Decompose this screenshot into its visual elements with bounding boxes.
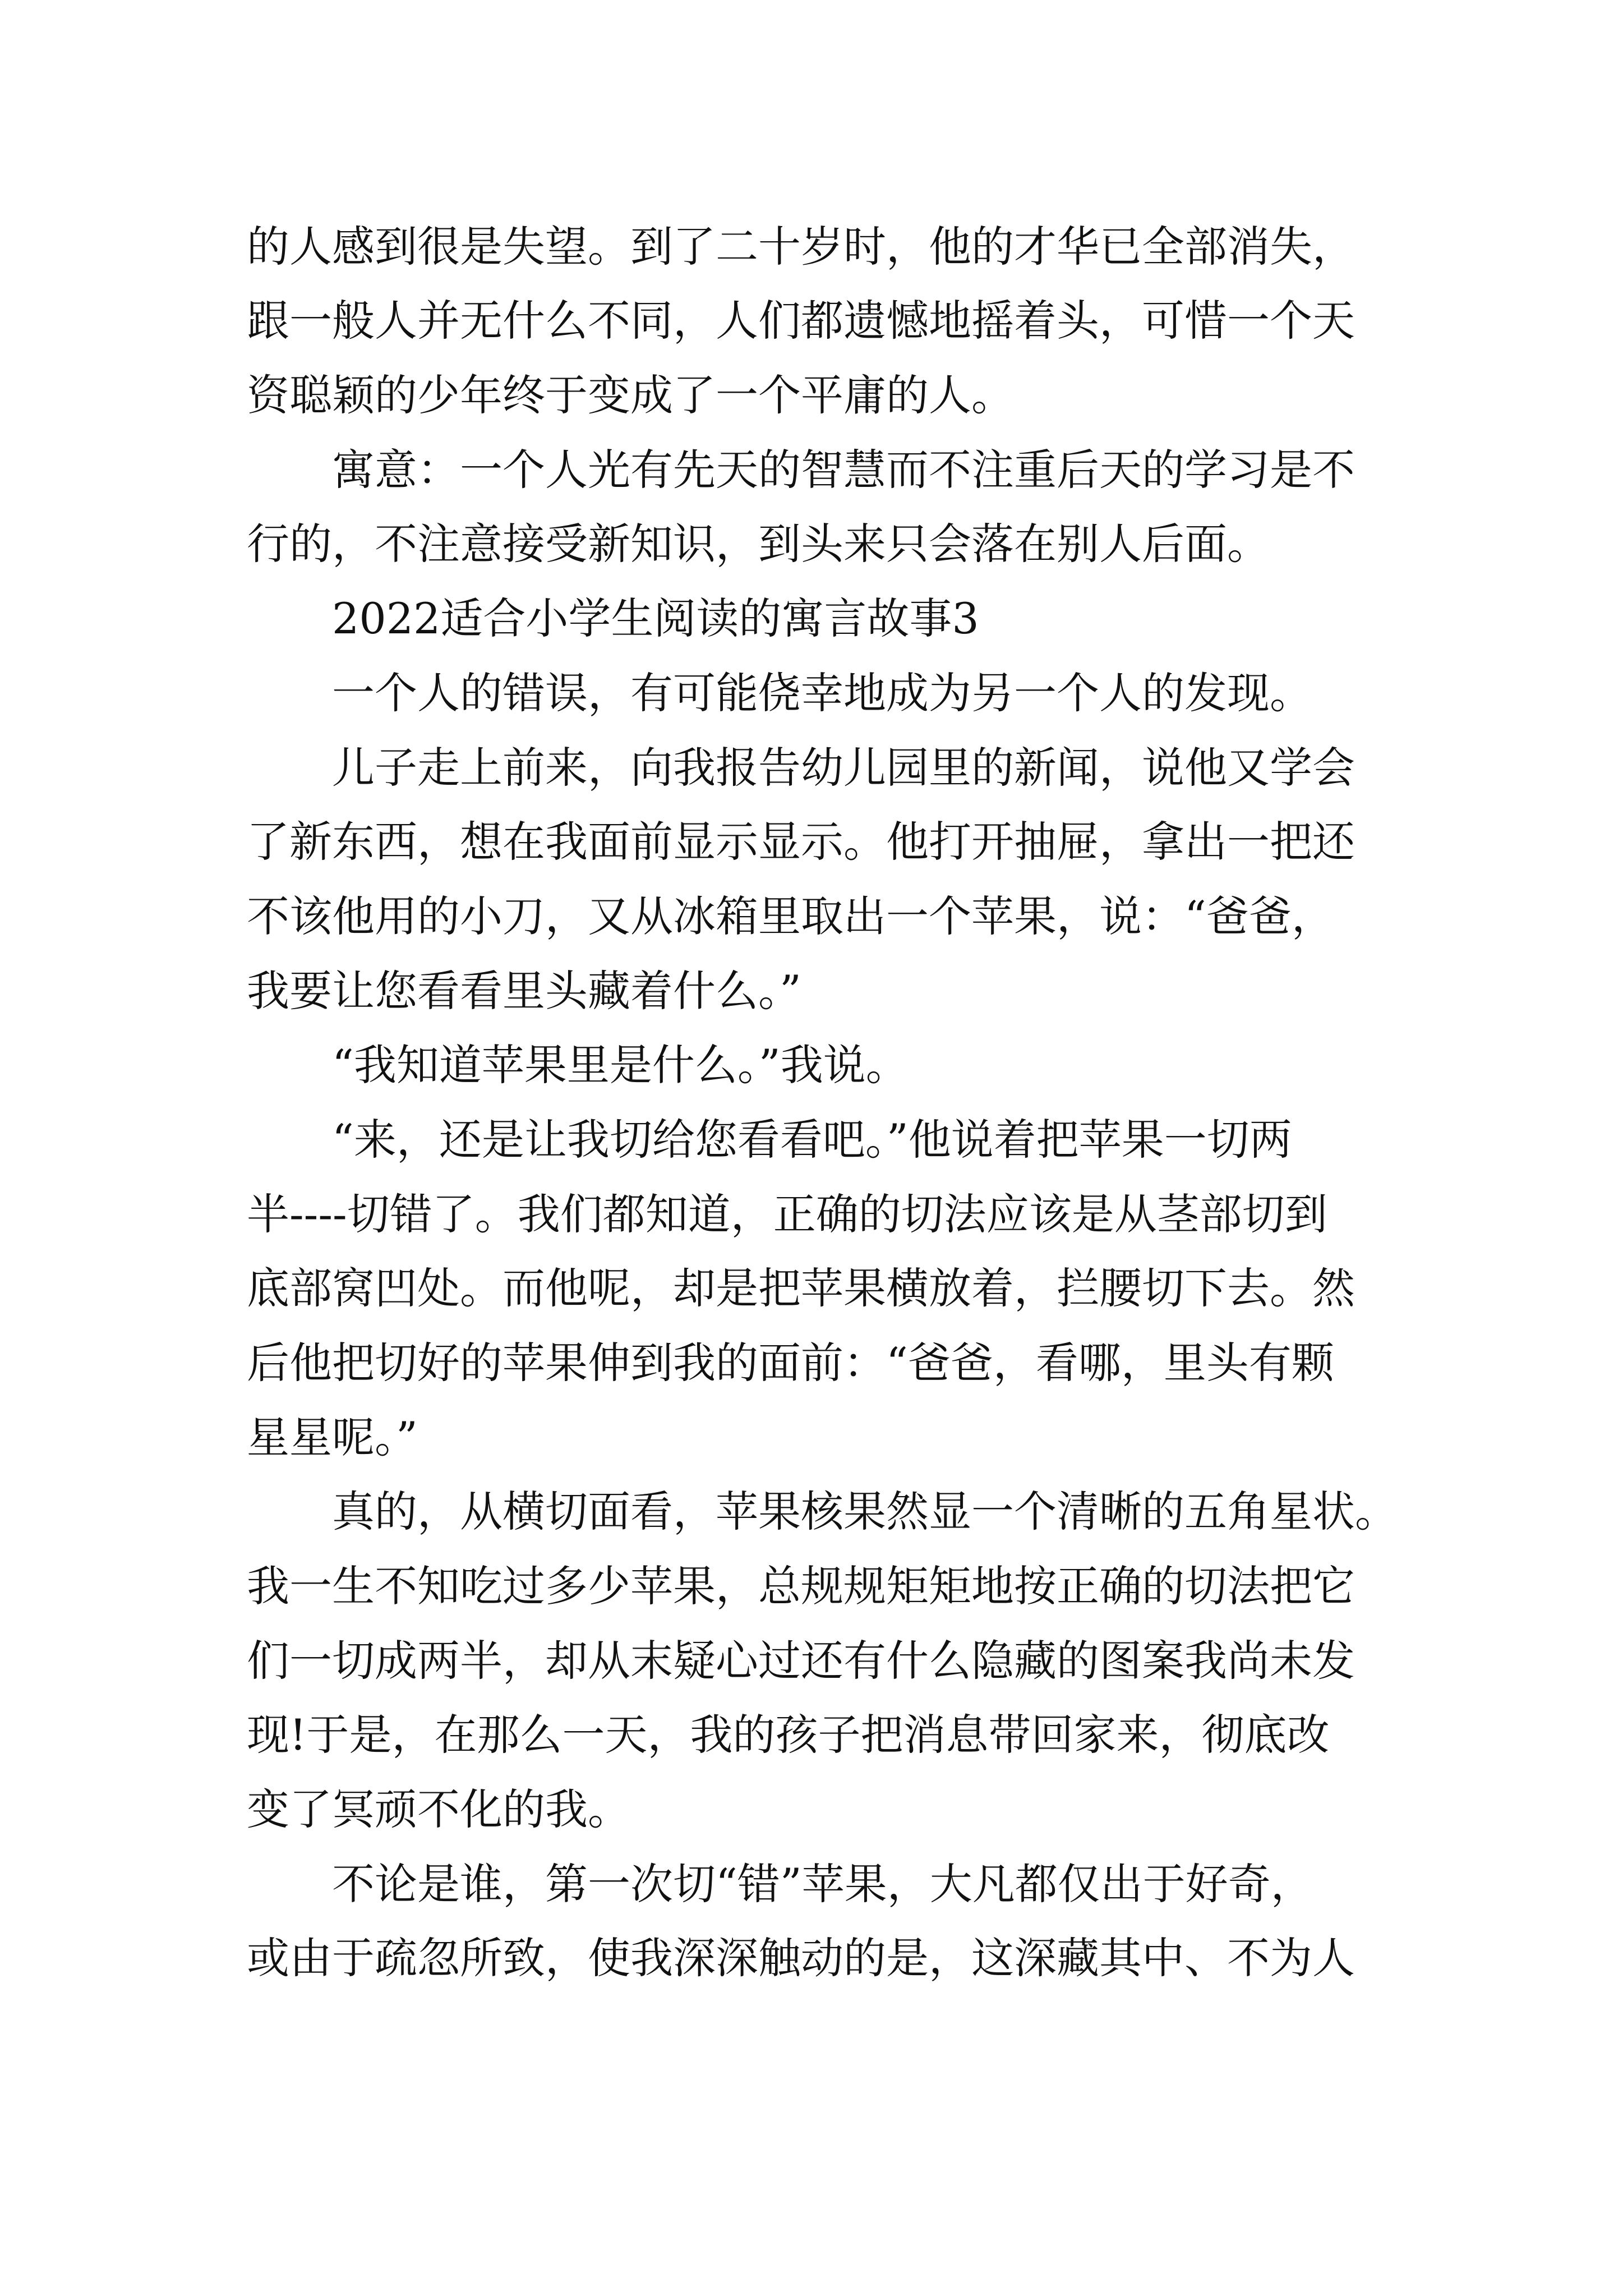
text-line: “我知道苹果里是什么。”我说。 bbox=[332, 1040, 909, 1090]
text-line: 我一生不知吃过多少苹果，总规规矩矩地按正确的切法把它 bbox=[247, 1561, 1355, 1611]
text-line: 半----切错了。我们都知道，正确的切法应该是从茎部切到 bbox=[247, 1189, 1327, 1239]
text-line: 星星呢。” bbox=[247, 1412, 418, 1462]
text-line: 一个人的错误，有可能侥幸地成为另一个人的发现。 bbox=[332, 668, 1312, 718]
text-line: 后他把切好的苹果伸到我的面前：“爸爸，看哪，里头有颗 bbox=[247, 1338, 1334, 1388]
text-line: 我要让您看看里头藏着什么。” bbox=[247, 966, 801, 1016]
text-line: 的人感到很是失望。到了二十岁时，他的才华已全部消失， bbox=[247, 222, 1355, 272]
text-line: 跟一般人并无什么不同，人们都遗憾地摇着头，可惜一个天 bbox=[247, 296, 1355, 346]
text-line: 寓意：一个人光有先天的智慧而不注重后天的学习是不 bbox=[332, 445, 1355, 495]
text-line: 资聪颖的少年终于变成了一个平庸的人。 bbox=[247, 370, 1014, 420]
text-line: 现!于是，在那么一天，我的孩子把消息带回家来，彻底改 bbox=[247, 1710, 1330, 1760]
text-line: 真的，从横切面看，苹果核果然显一个清晰的五角星状。 bbox=[332, 1487, 1398, 1536]
text-line: 变了冥顽不化的我。 bbox=[247, 1784, 630, 1834]
text-line: 底部窝凹处。而他呢，却是把苹果横放着，拦腰切下去。然 bbox=[247, 1263, 1355, 1313]
text-line: 不论是谁，第一次切“错”苹果，大凡都仅出于好奇， bbox=[332, 1859, 1313, 1909]
section-heading: 2022适合小学生阅读的寓言故事3 bbox=[332, 593, 979, 643]
text-line: 不该他用的小刀，又从冰箱里取出一个苹果，说：“爸爸， bbox=[247, 891, 1334, 941]
text-line: 们一切成两半，却从末疑心过还有什么隐藏的图案我尚未发 bbox=[247, 1636, 1355, 1686]
text-line: 儿子走上前来，向我报告幼儿园里的新闻，说他又学会 bbox=[332, 743, 1355, 793]
text-line: 或由于疏忽所致，使我深深触动的是，这深藏其中、不为人 bbox=[247, 1933, 1355, 1983]
text-line: “来，还是让我切给您看看吧。”他说着把苹果一切两 bbox=[332, 1115, 1292, 1165]
text-line: 了新东西，想在我面前显示显示。他打开抽屉，拿出一把还 bbox=[247, 817, 1355, 867]
text-line: 行的，不注意接受新知识，到头来只会落在别人后面。 bbox=[247, 519, 1270, 569]
